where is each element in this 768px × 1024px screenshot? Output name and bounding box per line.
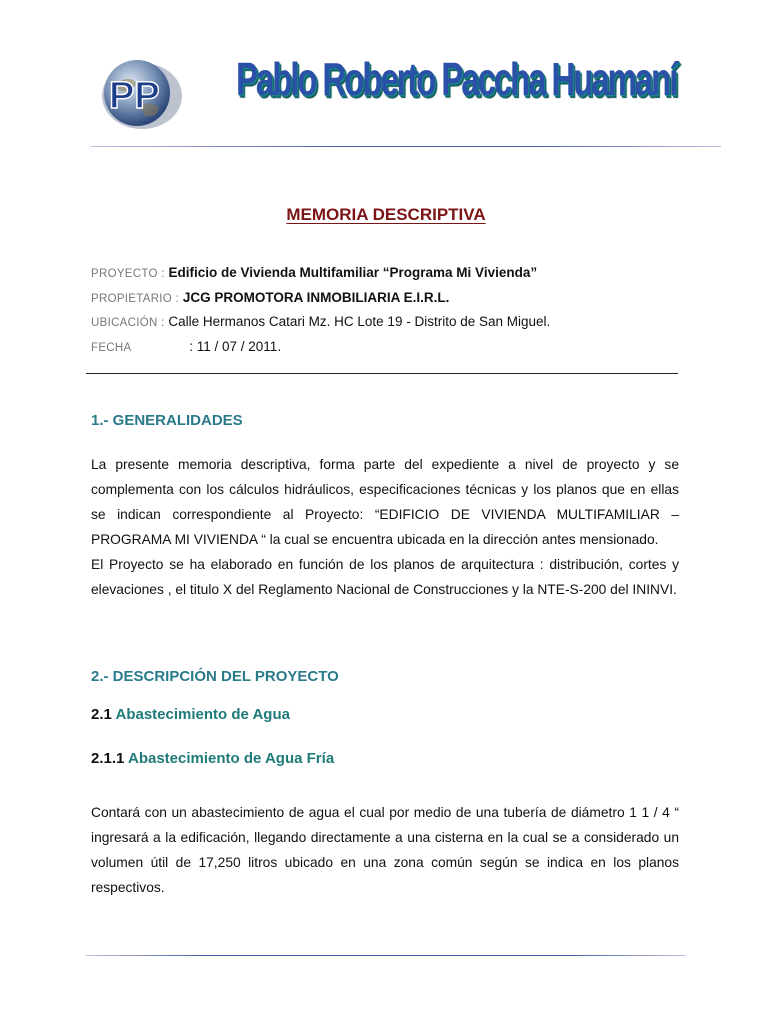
document-title: MEMORIA DESCRIPTIVA <box>286 205 486 224</box>
subsection-2-1-1 <box>91 750 334 767</box>
section-heading-descripcion: 2.- DESCRIPCIÓN DEL PROYECTO <box>91 668 339 685</box>
ubicacion-label: UBICACIÓN : <box>91 317 165 329</box>
fecha-value: : 11 / 07 / 2011. <box>189 339 282 354</box>
generalidades-paragraph-2: El Proyecto se ha elaborado en función de los planos de arquitectura : distribución, cortes y elevaciones , el titulo X del Reglamento Nacional de Construcciones y la NTE-S-200 del ININVI. <box>91 557 679 597</box>
agua-fria-paragraph: Contará con un abastecimiento de agua el cual por medio de una tubería de diámetro 1 1 / 4 “ ingresará a la edificación, llegando directamente a una cisterna en la cual se a considerado un volumen útil de 17,250 litros ubicado en una zona común según se indica en los planos respectivos. <box>91 805 679 895</box>
section-heading-generalidades: 1.- GENERALIDADES <box>91 412 243 429</box>
logo-letters: PP <box>109 75 160 117</box>
proyecto-row <box>91 265 537 280</box>
agua-fria-body <box>91 800 679 900</box>
subsection-2-1-title: Abastecimiento de Agua <box>115 706 290 723</box>
generalidades-body <box>91 452 679 602</box>
proyecto-value: Edificio de Vivienda Multifamiliar “Programa Mi Vivienda” <box>168 265 538 280</box>
info-divider <box>86 373 678 374</box>
logo <box>97 56 187 130</box>
ubicacion-row <box>91 314 550 329</box>
subsection-2-1 <box>91 706 290 723</box>
subsection-2-1-1-title: Abastecimiento de Agua Fría <box>128 750 335 767</box>
fecha-label: FECHA <box>91 342 132 354</box>
header-divider <box>91 146 721 147</box>
fecha-row <box>91 339 281 354</box>
propietario-value: JCG PROMOTORA INMOBILIARIA E.I.R.L. <box>182 290 450 305</box>
subsection-2-1-number: 2.1 <box>91 706 112 723</box>
proyecto-label: PROYECTO : <box>91 268 165 280</box>
propietario-row <box>91 290 449 305</box>
generalidades-paragraph-1: La presente memoria descriptiva, forma parte del expediente a nivel de proyecto y se complementa con los cálculos hidráulicos, especificaciones técnicas y los planos que en ellas se indican correspondiente al Proyecto: “EDIFICIO DE VIVIENDA MULTIFAMILIAR – PROGRAMA MI VIVIENDA “ la cual se encuentra ubicada en la dirección antes mensionado. <box>91 457 679 547</box>
author-name: Pablo Roberto Paccha Huamaní <box>236 53 677 105</box>
subsection-2-1-1-number: 2.1.1 <box>91 750 125 767</box>
ubicacion-value: Calle Hermanos Catari Mz. HC Lote 19 - Distrito de San Miguel. <box>168 314 551 329</box>
propietario-label: PROPIETARIO : <box>91 293 180 305</box>
footer-divider <box>86 955 686 956</box>
